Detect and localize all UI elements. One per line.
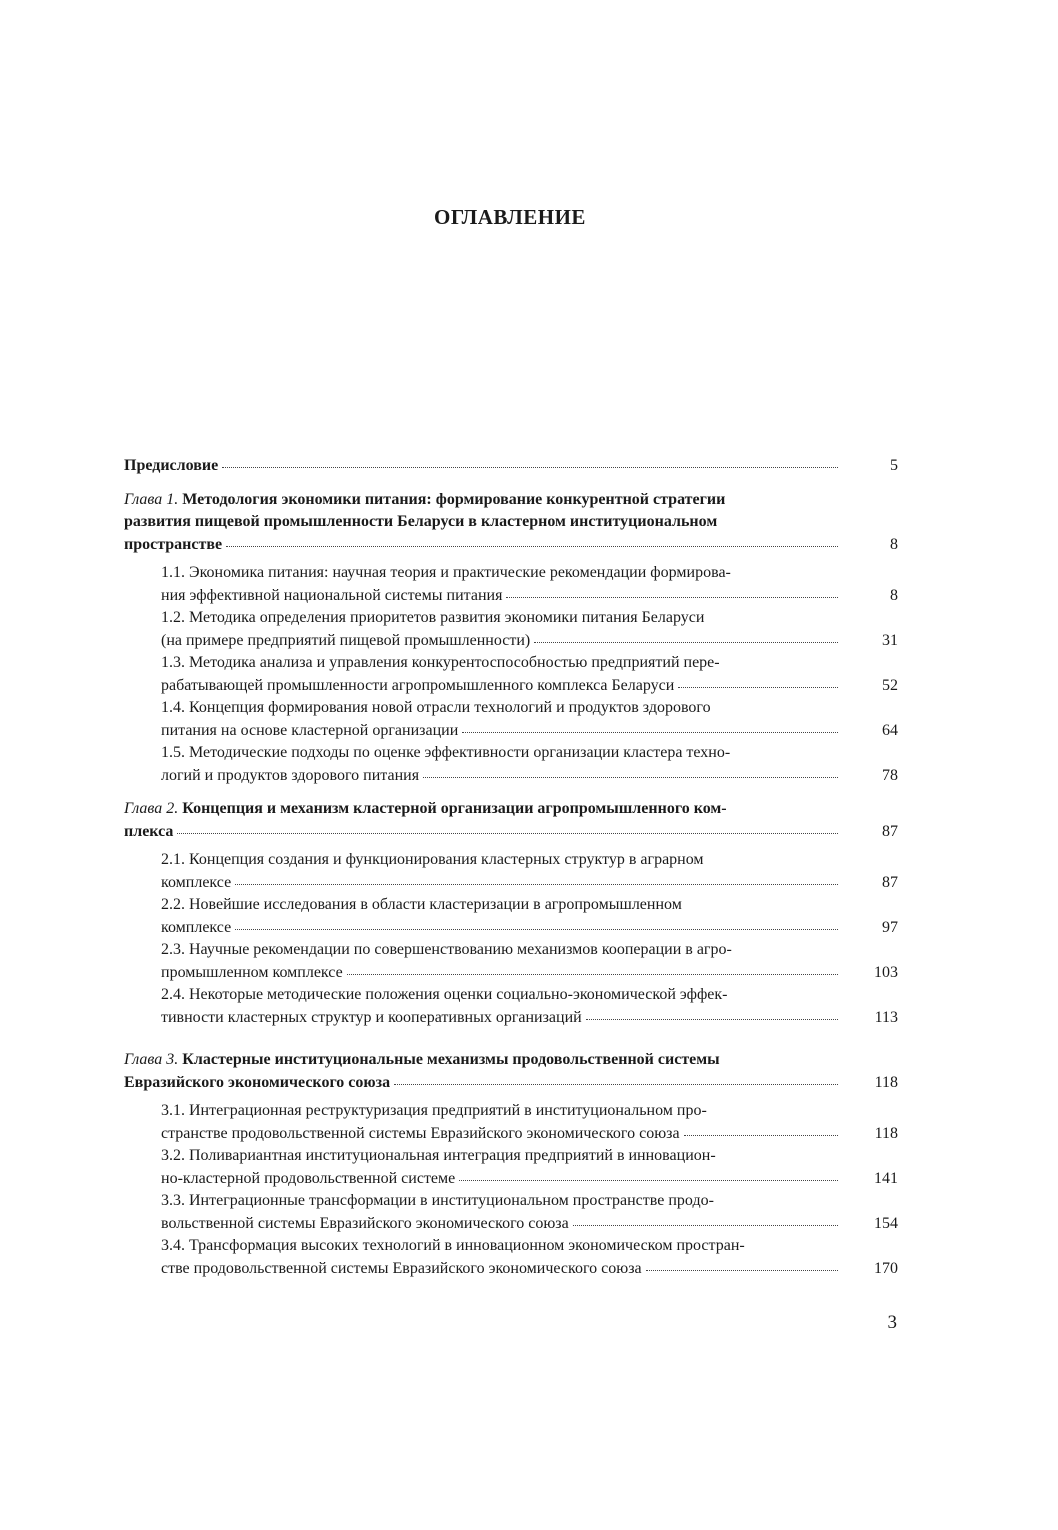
- toc-section-3-3[interactable]: [124, 1190, 898, 1235]
- section-line: странстве продовольственной системы Евразийского экономического союза: [161, 1124, 680, 1142]
- toc-section-3-1[interactable]: [124, 1100, 898, 1145]
- toc-preface-label: Предисловие: [124, 457, 219, 474]
- toc-page-number: 87: [882, 822, 898, 840]
- toc-section-1-3[interactable]: [124, 652, 898, 697]
- section-line: 1.3. Методика анализа и управления конкурентоспособностью предприятий пере-: [161, 654, 720, 671]
- section-line: 2.1. Концепция создания и функционирования кластерных структур в аграрном: [161, 851, 704, 868]
- chapter-title-line: развития пищевой промышленности Беларуси в кластерном институциональном: [124, 513, 718, 530]
- toc-page-number: 8: [890, 535, 898, 553]
- toc-section-3-4[interactable]: [124, 1235, 898, 1280]
- section-line: 1.2. Методика определения приоритетов развития экономики питания Беларуси: [161, 609, 705, 626]
- section-line: вольственной системы Евразийского экономического союза: [161, 1214, 569, 1232]
- toc-section-1-2[interactable]: [124, 607, 898, 652]
- section-line: 3.3. Интеграционные трансформации в институциональном пространстве продо-: [161, 1192, 714, 1209]
- section-line: 1.4. Концепция формирования новой отрасли технологий и продуктов здорового: [161, 699, 711, 716]
- toc-section-1-5[interactable]: [124, 742, 898, 787]
- toc-section-2-2[interactable]: [124, 894, 898, 939]
- section-line: промышленном комплексе: [161, 963, 343, 981]
- section-line: логий и продуктов здорового питания: [161, 766, 420, 784]
- toc-page-number: 87: [882, 873, 898, 891]
- toc-preface[interactable]: [124, 455, 898, 478]
- page-title: ОГЛАВЛЕНИЕ: [434, 205, 586, 229]
- chapter-title-line: Концепция и механизм кластерной организации агропромышленного ком-: [182, 800, 727, 817]
- toc-chapter-2[interactable]: [124, 798, 898, 843]
- chapter-title-line: Методология экономики питания: формирование конкурентной стратегии: [182, 490, 726, 508]
- toc-section-3-2[interactable]: [124, 1145, 898, 1190]
- chapter-label: Глава 3.: [124, 1051, 179, 1068]
- section-line: 2.4. Некоторые методические положения оценки социально-экономической эффек-: [161, 986, 728, 1003]
- toc-page-number: 78: [882, 766, 898, 784]
- toc-page-number: 103: [874, 963, 898, 981]
- section-line: стве продовольственной системы Евразийского экономического союза: [161, 1259, 642, 1277]
- chapter-label: Глава 1.: [124, 490, 179, 508]
- section-line: 1.5. Методические подходы по оценке эффективности организации кластера техно-: [161, 744, 731, 761]
- section-line: 2.3. Научные рекомендации по совершенствованию механизмов кооперации в агро-: [161, 941, 732, 958]
- toc-page-number: 31: [882, 631, 898, 649]
- table-of-contents: [124, 455, 898, 1280]
- section-line: комплексе: [161, 918, 232, 936]
- section-line: питания на основе кластерной организации: [161, 721, 459, 739]
- section-line: но-кластерной продовольственной системе: [161, 1169, 456, 1187]
- section-line: тивности кластерных структур и кооперативных организаций: [161, 1008, 582, 1026]
- toc-page-number: 8: [890, 586, 898, 604]
- toc-section-1-1[interactable]: [124, 562, 898, 607]
- toc-page-number: 64: [882, 721, 898, 739]
- toc-page-number: 141: [874, 1169, 898, 1187]
- toc-page-number: 118: [874, 1124, 898, 1142]
- section-line: ния эффективной национальной системы питания: [161, 586, 503, 604]
- chapter-label: Глава 2.: [124, 800, 179, 817]
- toc-chapter-1[interactable]: [124, 489, 898, 557]
- section-line: комплексе: [161, 873, 232, 891]
- chapter-title-line: Евразийского экономического союза: [124, 1073, 391, 1091]
- toc-section-2-4[interactable]: [124, 984, 898, 1029]
- toc-page-number: 113: [874, 1008, 898, 1026]
- chapter-title-line: плекса: [124, 822, 174, 840]
- chapter-title-line: пространстве: [124, 535, 223, 553]
- toc-chapter-3[interactable]: [124, 1049, 898, 1094]
- section-line: 1.1. Экономика питания: научная теория и практические рекомендации формирова-: [161, 564, 731, 581]
- section-line: 3.1. Интеграционная реструктуризация предприятий в институциональном про-: [161, 1102, 707, 1119]
- section-line: рабатывающей промышленности агропромышленного комплекса Беларуси: [161, 676, 675, 694]
- section-line: 3.4. Трансформация высоких технологий в инновационном экономическом простран-: [161, 1237, 745, 1254]
- toc-page-number: 118: [874, 1073, 898, 1091]
- section-line: 2.2. Новейшие исследования в области кластеризации в агропромышленном: [161, 896, 682, 913]
- toc-section-2-1[interactable]: [124, 849, 898, 894]
- toc-section-2-3[interactable]: [124, 939, 898, 984]
- toc-page-number: 52: [882, 676, 898, 694]
- page-number: 3: [887, 1312, 897, 1333]
- section-line: 3.2. Поливариантная институциональная интеграция предприятий в инновацион-: [161, 1147, 716, 1164]
- section-line: (на примере предприятий пищевой промышленности): [161, 631, 531, 649]
- toc-page-number: 97: [882, 918, 898, 936]
- toc-page-number: 5: [890, 457, 898, 474]
- toc-section-1-4[interactable]: [124, 697, 898, 742]
- toc-page-number: 170: [874, 1259, 898, 1277]
- chapter-title-line: Кластерные институциональные механизмы продовольственной системы: [182, 1051, 720, 1068]
- toc-page-number: 154: [874, 1214, 898, 1232]
